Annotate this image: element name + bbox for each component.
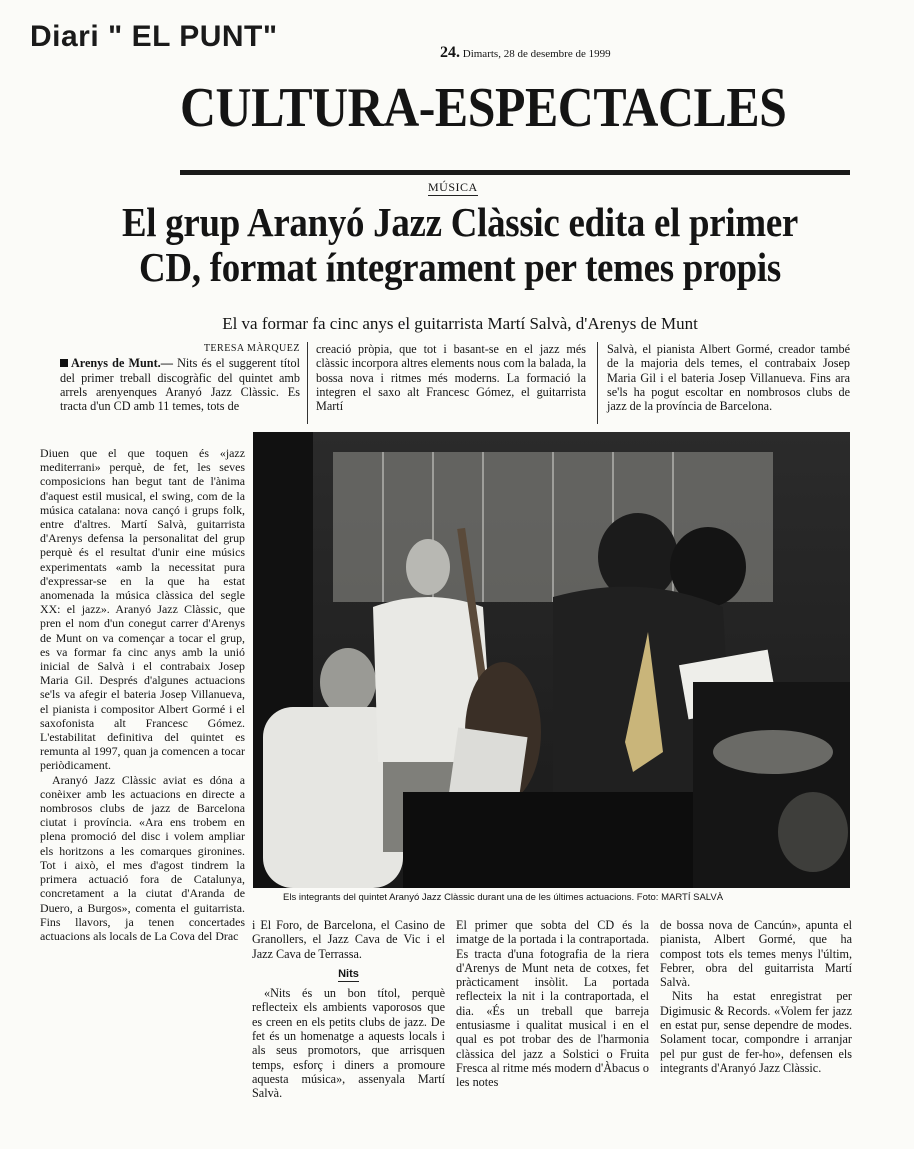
subheading-nits: Nits xyxy=(338,967,359,982)
body-column-4 xyxy=(660,918,852,1075)
body-paragraph: El primer que sobta del CD és la imatge de la portada i la contraportada. Es tracta d'una fotografia de la riera d'Arenys de Munt neta de cotxes, fet pràcticament insòlit. La portada reflecteix la nit i la contraportada, el dia. «És un treball que barreja entusiasme i qualitat musical i en el qual es pot trobar des de l'harmonia clàssica del jazz a Solstici o Fruita Fresca al ritme més modern d'Àbacus o les notes xyxy=(456,918,649,1090)
body-paragraph: Aranyó Jazz Clàssic aviat es dóna a conèixer amb les actuacions en directe a nombrosos clubs de jazz de Barcelona ciutat i província. «Ara ens trobem en plena promoció del disc i volem ampliar els horitzons a les comarques gironines. Tot i això, el mes d'agost tindrem la primera actuació fora de Catalunya, concretament a la ciutat d'Aranda de Duero, a Burgos», comenta el guitarrista. Fins llavors, ja tenen concertades actuacions als locals de La Cova del Drac xyxy=(40,772,245,943)
article-rubric: MÚSICA xyxy=(428,180,478,194)
page-number: 24. xyxy=(440,44,460,61)
article-headline xyxy=(100,200,820,290)
body-column-2 xyxy=(252,918,445,1101)
lead-column-3 xyxy=(607,342,850,413)
photo-image xyxy=(253,432,850,888)
headline-line-2: CD, format íntegrament per temes propis xyxy=(139,244,781,290)
body-paragraph: de bossa nova de Cancún», apunta el pianista, Albert Gormé, que ha compost tots els temes menys l'últim, Febrer, obra del guitarrista Martí Salvà. xyxy=(660,918,852,990)
article-subhead: El va formar fa cinc anys el guitarrista Martí Salvà, d'Arenys de Munt xyxy=(222,314,698,333)
section-title: CULTURA-ESPECTACLES xyxy=(180,77,787,139)
byline: TERESA MÀRQUEZ xyxy=(203,343,300,354)
column-divider xyxy=(597,342,598,424)
headline-line-1: El grup Aranyó Jazz Clàssic edita el primer xyxy=(121,199,799,245)
lead-text-2: creació pròpia, que tot i basant-se en el jazz més clàssic incorpora altres elements nous com la balada, la bossa nova i ritmes més moderns. La formació la integren el saxo alt Francesc Gómez, el guitarrista Martí xyxy=(316,342,586,414)
issue-date: Dimarts, 28 de desembre de 1999 xyxy=(462,48,611,60)
lead-place: Arenys de Munt.— xyxy=(71,356,173,371)
body-column-left xyxy=(40,446,245,943)
body-paragraph: Nits ha estat enregistrat per Digimusic & Records. «Volem fer jazz en estat pur, sense dependre de modes. Solament tocar, compondre i arranjar pel pur gust de fer-ho», defensen els integrants d'Aranyó Jazz Clàssic. xyxy=(660,989,852,1075)
band-photo xyxy=(253,432,850,888)
lead-text-1: Nits és el suggerent títol del primer treball discogràfic del quintet amb arrels arenyenques Aranyó Jazz Clàssic. Es tracta d'un CD amb 11 temes, tots de xyxy=(60,356,300,414)
body-column-3 xyxy=(456,918,649,1090)
dateline xyxy=(440,44,611,62)
lead-text-3: Salvà, el pianista Albert Gormé, creador també de la majoria dels temes, el contrabaix Josep Maria Gil i el bateria Josep Villanueva. Fins ara se'ls ha pogut escoltar en nombrosos clubs de jazz de la província de Barcelona. xyxy=(607,342,850,414)
body-paragraph: Diuen que el que toquen és «jazz mediterrani» perquè, de fet, les seves composicions han begut tant de l'ànima d'aquest estil musical, el swing, com de la música catalana: nova cançó i grups folk, entre d'altres. Martí Salvà, guitarrista d'Arenys defensa la personalitat del grup perquè és el resultat d'unir eine músics experimentats «amb la necessitat pura d'expressar-se en la que ha estat anomenada la música clàssica del segle XX: el jazz». Aranyó Jazz Clàssic, que pren el nom d'un conegut carrer d'Arenys de Munt on va començar a tocar el grup, es va formar fa cinc anys amb la unió inicial de Salvà i el contrabaix Josep Maria Gil. Després d'algunes actuacions se'ls va afegir el bateria Josep Villanueva, el pianista i compositor Albert Gormé i el saxofonista alt Francesc Gómez. L'estabilitat definitiva del quintet es remunta al 1997, quan ja comencen a tocar periòdicament. xyxy=(40,446,245,773)
lead-column-2 xyxy=(316,342,586,413)
bullet-icon xyxy=(60,359,68,367)
photo-caption: Els integrants del quintet Aranyó Jazz Clàssic durant una de les últimes actuacions. Foto: MARTÍ SALVÀ xyxy=(283,892,724,903)
body-paragraph: i El Foro, de Barcelona, el Casino de Granollers, el Jazz Cava de Vic i el Jazz Cava de Terrassa. xyxy=(252,918,445,961)
column-divider xyxy=(307,342,308,424)
lead-column-1 xyxy=(60,342,300,413)
body-paragraph: «Nits és un bon títol, perquè reflecteix els ambients vaporosos que es creen en els petits clubs de jazz. De fet és un homenatge a aquests locals i als seus promotors, que arrisquen temps, esforç i diners a promoure aquesta música», assenyala Martí Salvà. xyxy=(252,986,445,1101)
section-rule xyxy=(180,170,850,175)
newspaper-name: Diari " EL PUNT" xyxy=(30,20,278,53)
